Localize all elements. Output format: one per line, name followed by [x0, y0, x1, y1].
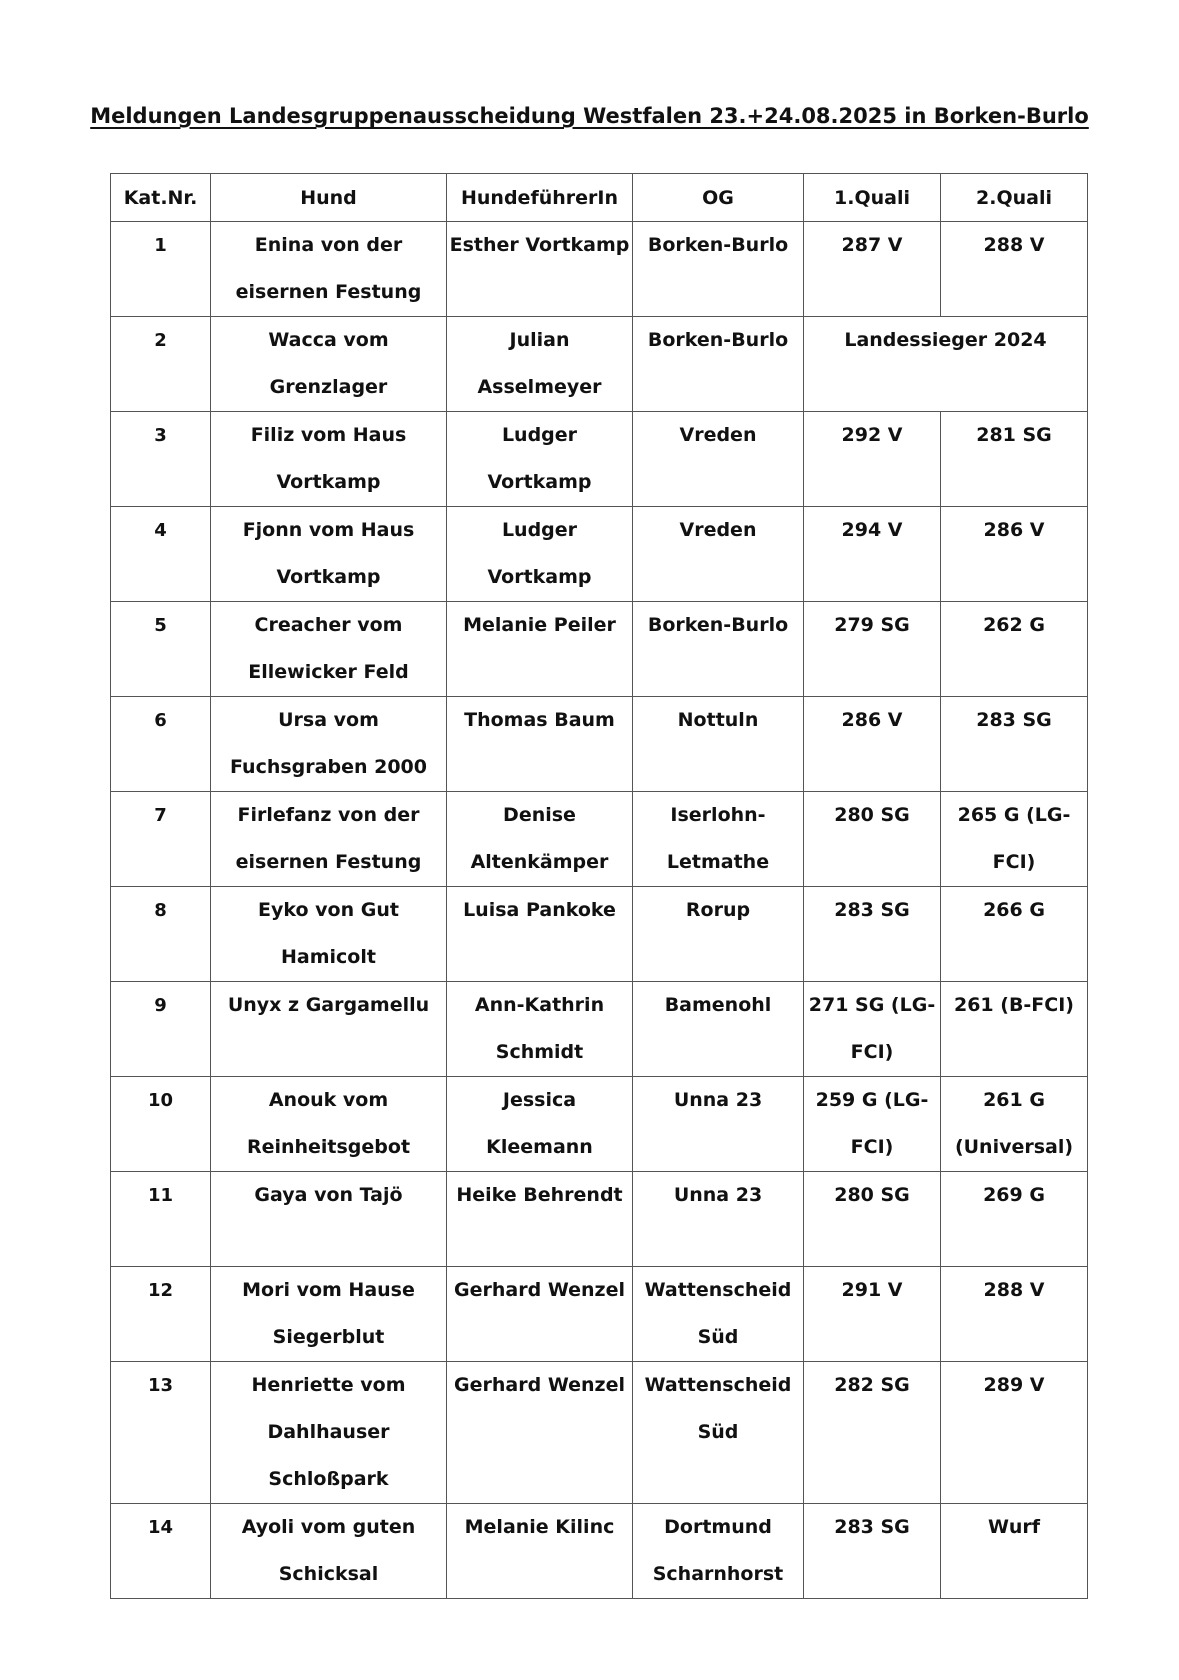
cell-quali2: 269 G — [941, 1172, 1088, 1267]
header-kat: Kat.Nr. — [111, 174, 211, 222]
cell-kat: 8 — [111, 887, 211, 982]
cell-kat: 9 — [111, 982, 211, 1077]
cell-og: Dortmund Scharnhorst — [633, 1504, 804, 1599]
cell-quali2: 286 V — [941, 507, 1088, 602]
table-row — [111, 222, 1088, 317]
cell-quali1: 286 V — [804, 697, 941, 792]
cell-og: Bamenohl — [633, 982, 804, 1077]
header-hund: Hund — [211, 174, 447, 222]
header-og: OG — [633, 174, 804, 222]
cell-quali1: 259 G (LG-FCI) — [804, 1077, 941, 1172]
cell-og: Wattenscheid Süd — [633, 1267, 804, 1362]
cell-kat: 12 — [111, 1267, 211, 1362]
cell-fuehrer: Ludger Vortkamp — [447, 412, 633, 507]
cell-og: Vreden — [633, 412, 804, 507]
cell-og: Unna 23 — [633, 1077, 804, 1172]
cell-kat: 4 — [111, 507, 211, 602]
cell-hund: Gaya von Tajö — [211, 1172, 447, 1267]
cell-fuehrer: Thomas Baum — [447, 697, 633, 792]
cell-quali2: 283 SG — [941, 697, 1088, 792]
cell-hund: Eyko von Gut Hamicolt — [211, 887, 447, 982]
cell-og: Vreden — [633, 507, 804, 602]
cell-quali2: 265 G (LG-FCI) — [941, 792, 1088, 887]
cell-hund: Henriette vom Dahlhauser Schloßpark — [211, 1362, 447, 1504]
cell-fuehrer: Julian Asselmeyer — [447, 317, 633, 412]
cell-hund: Unyx z Gargamellu — [211, 982, 447, 1077]
cell-og: Unna 23 — [633, 1172, 804, 1267]
cell-og: Borken-Burlo — [633, 602, 804, 697]
cell-quali1: 294 V — [804, 507, 941, 602]
cell-fuehrer: Melanie Peiler — [447, 602, 633, 697]
table-row — [111, 887, 1088, 982]
cell-hund: Mori vom Hause Siegerblut — [211, 1267, 447, 1362]
table-row — [111, 412, 1088, 507]
cell-quali2: 288 V — [941, 1267, 1088, 1362]
table-row — [111, 792, 1088, 887]
cell-quali2: 281 SG — [941, 412, 1088, 507]
cell-quali2: 266 G — [941, 887, 1088, 982]
table-header-row — [111, 174, 1088, 222]
cell-og: Rorup — [633, 887, 804, 982]
cell-kat: 7 — [111, 792, 211, 887]
cell-hund: Filiz vom Haus Vortkamp — [211, 412, 447, 507]
cell-fuehrer: Esther Vortkamp — [447, 222, 633, 317]
cell-kat: 5 — [111, 602, 211, 697]
cell-quali1: 283 SG — [804, 887, 941, 982]
cell-og: Borken-Burlo — [633, 317, 804, 412]
cell-fuehrer: Ann-Kathrin Schmidt — [447, 982, 633, 1077]
cell-fuehrer: Melanie Kilinc — [447, 1504, 633, 1599]
cell-quali1: 292 V — [804, 412, 941, 507]
cell-hund: Creacher vom Ellewicker Feld — [211, 602, 447, 697]
cell-quali1: 279 SG — [804, 602, 941, 697]
cell-quali1: 283 SG — [804, 1504, 941, 1599]
cell-fuehrer: Jessica Kleemann — [447, 1077, 633, 1172]
cell-fuehrer: Heike Behrendt — [447, 1172, 633, 1267]
document-title: Meldungen Landesgruppenausscheidung Westfalen 23.+24.08.2025 in Borken-Burlo — [90, 104, 1089, 128]
cell-og: Nottuln — [633, 697, 804, 792]
entries-table — [110, 173, 1088, 1599]
cell-kat: 11 — [111, 1172, 211, 1267]
cell-quali1: 287 V — [804, 222, 941, 317]
table-row — [111, 602, 1088, 697]
cell-quali2: 262 G — [941, 602, 1088, 697]
cell-hund: Ayoli vom guten Schicksal — [211, 1504, 447, 1599]
cell-quali2: 288 V — [941, 222, 1088, 317]
cell-kat: 3 — [111, 412, 211, 507]
cell-fuehrer: Denise Altenkämper — [447, 792, 633, 887]
cell-kat: 2 — [111, 317, 211, 412]
cell-quali1: 291 V — [804, 1267, 941, 1362]
cell-kat: 10 — [111, 1077, 211, 1172]
cell-kat: 1 — [111, 222, 211, 317]
cell-fuehrer: Ludger Vortkamp — [447, 507, 633, 602]
cell-fuehrer: Gerhard Wenzel — [447, 1362, 633, 1504]
table-row — [111, 1504, 1088, 1599]
header-quali2: 2.Quali — [941, 174, 1088, 222]
cell-og: Borken-Burlo — [633, 222, 804, 317]
cell-og: Iserlohn-Letmathe — [633, 792, 804, 887]
cell-kat: 13 — [111, 1362, 211, 1504]
cell-quali1: 282 SG — [804, 1362, 941, 1504]
cell-quali2: 289 V — [941, 1362, 1088, 1504]
table-row — [111, 1267, 1088, 1362]
table-row — [111, 1362, 1088, 1504]
cell-quali2: Wurf — [941, 1504, 1088, 1599]
cell-quali1: 280 SG — [804, 792, 941, 887]
header-fuehrer: HundeführerIn — [447, 174, 633, 222]
table-row — [111, 1077, 1088, 1172]
table-row — [111, 697, 1088, 792]
cell-hund: Enina von der eisernen Festung — [211, 222, 447, 317]
cell-landessieger: Landessieger 2024 — [804, 317, 1088, 412]
table-row — [111, 317, 1088, 412]
table-row — [111, 982, 1088, 1077]
cell-hund: Firlefanz von der eisernen Festung — [211, 792, 447, 887]
cell-kat: 6 — [111, 697, 211, 792]
header-quali1: 1.Quali — [804, 174, 941, 222]
cell-hund: Ursa vom Fuchsgraben 2000 — [211, 697, 447, 792]
cell-hund: Anouk vom Reinheitsgebot — [211, 1077, 447, 1172]
cell-hund: Fjonn vom Haus Vortkamp — [211, 507, 447, 602]
cell-hund: Wacca vom Grenzlager — [211, 317, 447, 412]
cell-fuehrer: Gerhard Wenzel — [447, 1267, 633, 1362]
cell-quali2: 261 (B-FCI) — [941, 982, 1088, 1077]
cell-fuehrer: Luisa Pankoke — [447, 887, 633, 982]
cell-quali2: 261 G (Universal) — [941, 1077, 1088, 1172]
cell-og: Wattenscheid Süd — [633, 1362, 804, 1504]
cell-quali1: 271 SG (LG-FCI) — [804, 982, 941, 1077]
cell-kat: 14 — [111, 1504, 211, 1599]
table-row — [111, 1172, 1088, 1267]
table-row — [111, 507, 1088, 602]
cell-quali1: 280 SG — [804, 1172, 941, 1267]
